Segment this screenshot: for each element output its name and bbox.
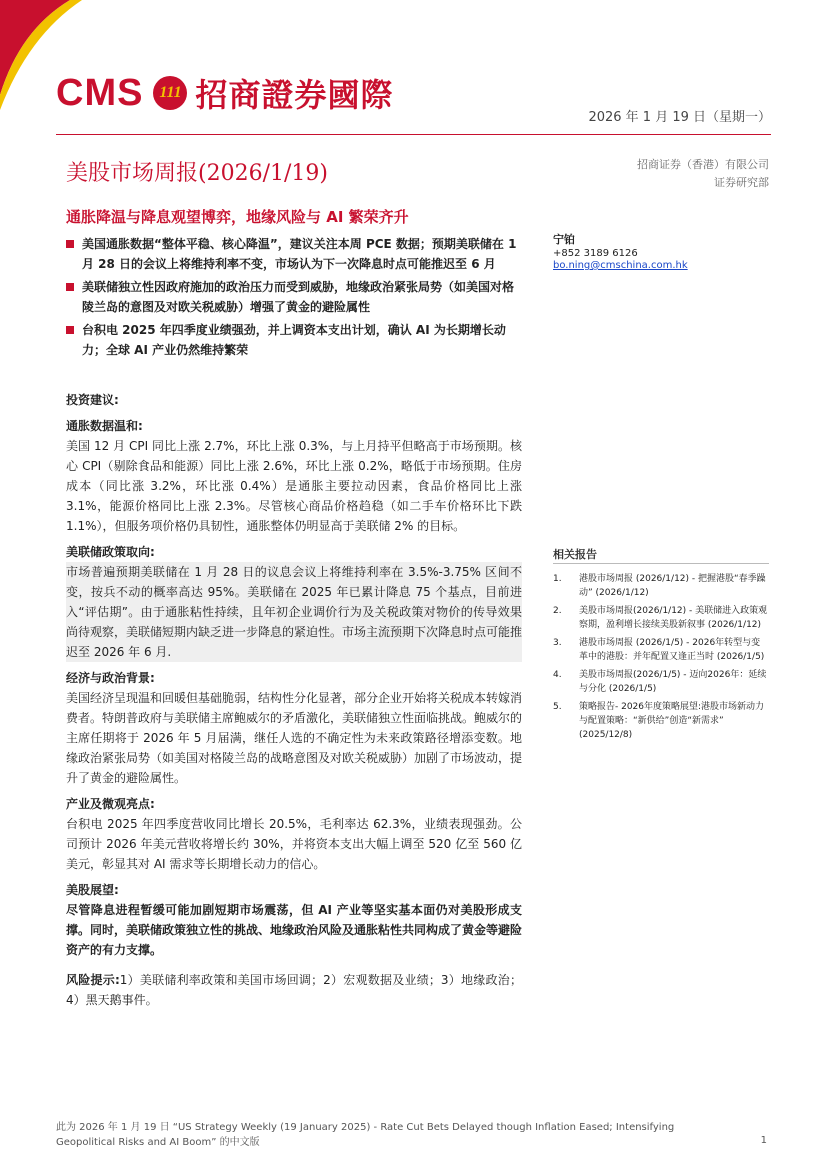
related-report-item[interactable]: 4. 美股市场周报(2026/1/5) - 迈向2026年：延续与分化 (2026/1/5) (553, 670, 767, 694)
header-divider (56, 134, 771, 135)
analyst-phone: +852 3189 6126 (553, 248, 638, 259)
logo-emblem-icon: 111 (153, 76, 187, 110)
related-report-item[interactable]: 3. 港股市场周报 (2026/1/5) - 2026年转型与变革中的港股：并年配置又逢正当时 (2026/1/5) (553, 638, 765, 662)
fed-heading: 美联储政策取向: (66, 545, 155, 559)
risk-label: 风险提示: (66, 973, 120, 987)
analyst-email-link[interactable]: bo.ning@cmschina.com.hk (553, 260, 688, 271)
logo-chinese-text: 招商證券國際 (195, 76, 394, 114)
page-number: 1 (760, 1135, 767, 1146)
related-report-item[interactable]: 2. 美股市场周报(2026/1/12) - 美联储进入政策观察期，盈利增长接续美股新叙事 (2026/1/12) (553, 606, 768, 630)
related-reports-divider (553, 563, 769, 564)
related-reports-title: 相关报告 (553, 548, 597, 561)
report-body (66, 390, 522, 1010)
department-name: 证券研究部 (714, 176, 769, 189)
highlight-item: 台积电 2025 年四季度业绩强劲，并上调资本支出计划，确认 AI 为长期增长动力；全球 AI 产业仍然维持繁荣 (66, 320, 522, 360)
logo-cms-text: CMS (56, 71, 144, 114)
outlook-paragraph: 尽管降息进程暂缓可能加剧短期市场震荡，但 AI 产业等坚实基本面仍对美股形成支撑。同时，美联储政策独立性的挑战、地缘政治风险及通胀粘性共同构成了黄金等避险资产的有力支撑。 (66, 903, 523, 957)
footer-note: 此为 2026 年 1 月 19 日 “US Strategy Weekly (19 January 2025) - Rate Cut Bets Delayed though Inflation Eased; Intensifying Geopolitical Risks and AI Boom” 的中文版 (56, 1122, 675, 1148)
report-title: 美股市场周报(2026/1/19) (66, 161, 328, 186)
related-report-item[interactable]: 5. 策略报告- 2026年度策略展望:港股市场新动力与配置策略：“新供给”创造“新需求” (2025/12/8) (553, 702, 765, 740)
report-subtitle: 通胀降温与降息观望博弈，地缘风险与 AI 繁荣齐升 (66, 208, 409, 226)
inflation-paragraph: 美国 12 月 CPI 同比上涨 2.7%，环比上涨 0.3%，与上月持平但略高于市场预期。核心 CPI（剔除食品和能源）同比上涨 2.6%，环比上涨 0.2%，略低于市场预期。住房成本（同比涨 3.2%，环比涨 0.4%）是通胀主要拉动因素，食品价格同比上涨 3.1%，能源价格同比上涨 2.3%。尽管核心商品价格趋稳（如二手车价格环比下跌 1.1%），但服务项价格仍具韧性，通胀整体仍明显高于美联储 2% 的目标。 (66, 439, 522, 533)
related-report-item[interactable]: 1. 港股市场周报 (2026/1/12) - 把握港股“春季躁动” (2026/1/12) (553, 574, 766, 598)
related-reports-list (553, 572, 769, 746)
analyst-name: 宁铂 (553, 233, 575, 246)
econ-paragraph: 美国经济呈现温和回暖但基础脆弱，结构性分化显著，部分企业开始将关税成本转嫁消费者。特朗普政府与美联储主席鲍威尔的矛盾激化，美联储独立性面临挑战。鲍威尔的主席任期将于 2026 年 5 月届满，继任人选的不确定性为未来政策路径增添变数。地缘政治紧张局势（如美国对格陵兰岛的战略意图及对欧关税威胁）加剧了市场波动，提升了黄金的避险属性。 (66, 691, 523, 785)
advice-heading: 投资建议: (66, 393, 119, 407)
highlights-list (66, 234, 522, 363)
industry-heading: 产业及微观亮点: (66, 797, 155, 811)
highlight-item: 美联储独立性因政府施加的政治压力而受到威胁，地缘政治紧张局势（如美国对格陵兰岛的意图及对欧关税威胁）增强了黄金的避险属性 (66, 277, 522, 317)
company-logo (56, 70, 393, 116)
analyst-contact (553, 234, 688, 272)
report-date: 2026 年 1 月 19 日（星期一） (588, 110, 771, 125)
risk-note (66, 970, 522, 1010)
risk-text: 1）美联储利率政策和美国市场回调；2）宏观数据及业绩；3）地缘政治；4）黑天鹅事件。 (66, 973, 522, 1007)
econ-heading: 经济与政治背景: (66, 671, 155, 685)
fed-paragraph: 市场普遍预期美联储在 1 月 28 日的议息会议上将维持利率在 3.5%-3.75% 区间不变，按兵不动的概率高达 95%。美联储在 2025 年已累计降息 75 个基点，目前进入“评估期”。由于通胀粘性持续，且年初企业调价行为及关税政策对物价的传导效果尚待观察，美联储短期内缺乏进一步降息的紧迫性。市场主流预期下次降息时点可能推迟至 2026 年 6 月. (66, 562, 522, 662)
inflation-heading: 通胀数据温和: (66, 419, 143, 433)
outlook-heading: 美股展望: (66, 883, 119, 897)
highlight-item: 美国通胀数据“整体平稳、核心降温”，建议关注本周 PCE 数据；预期美联储在 1 月 28 日的会议上将维持利率不变，市场认为下一次降息时点可能推迟至 6 月 (66, 234, 522, 274)
company-info (637, 156, 769, 192)
company-name: 招商证券（香港）有限公司 (637, 158, 769, 171)
industry-paragraph: 台积电 2025 年四季度营收同比增长 20.5%，毛利率达 62.3%，业绩表现强劲。公司预计 2026 年美元营收将增长约 30%，并将资本支出大幅上调至 520 亿至 560 亿美元，彰显其对 AI 需求等长期增长动力的信心。 (66, 817, 522, 871)
